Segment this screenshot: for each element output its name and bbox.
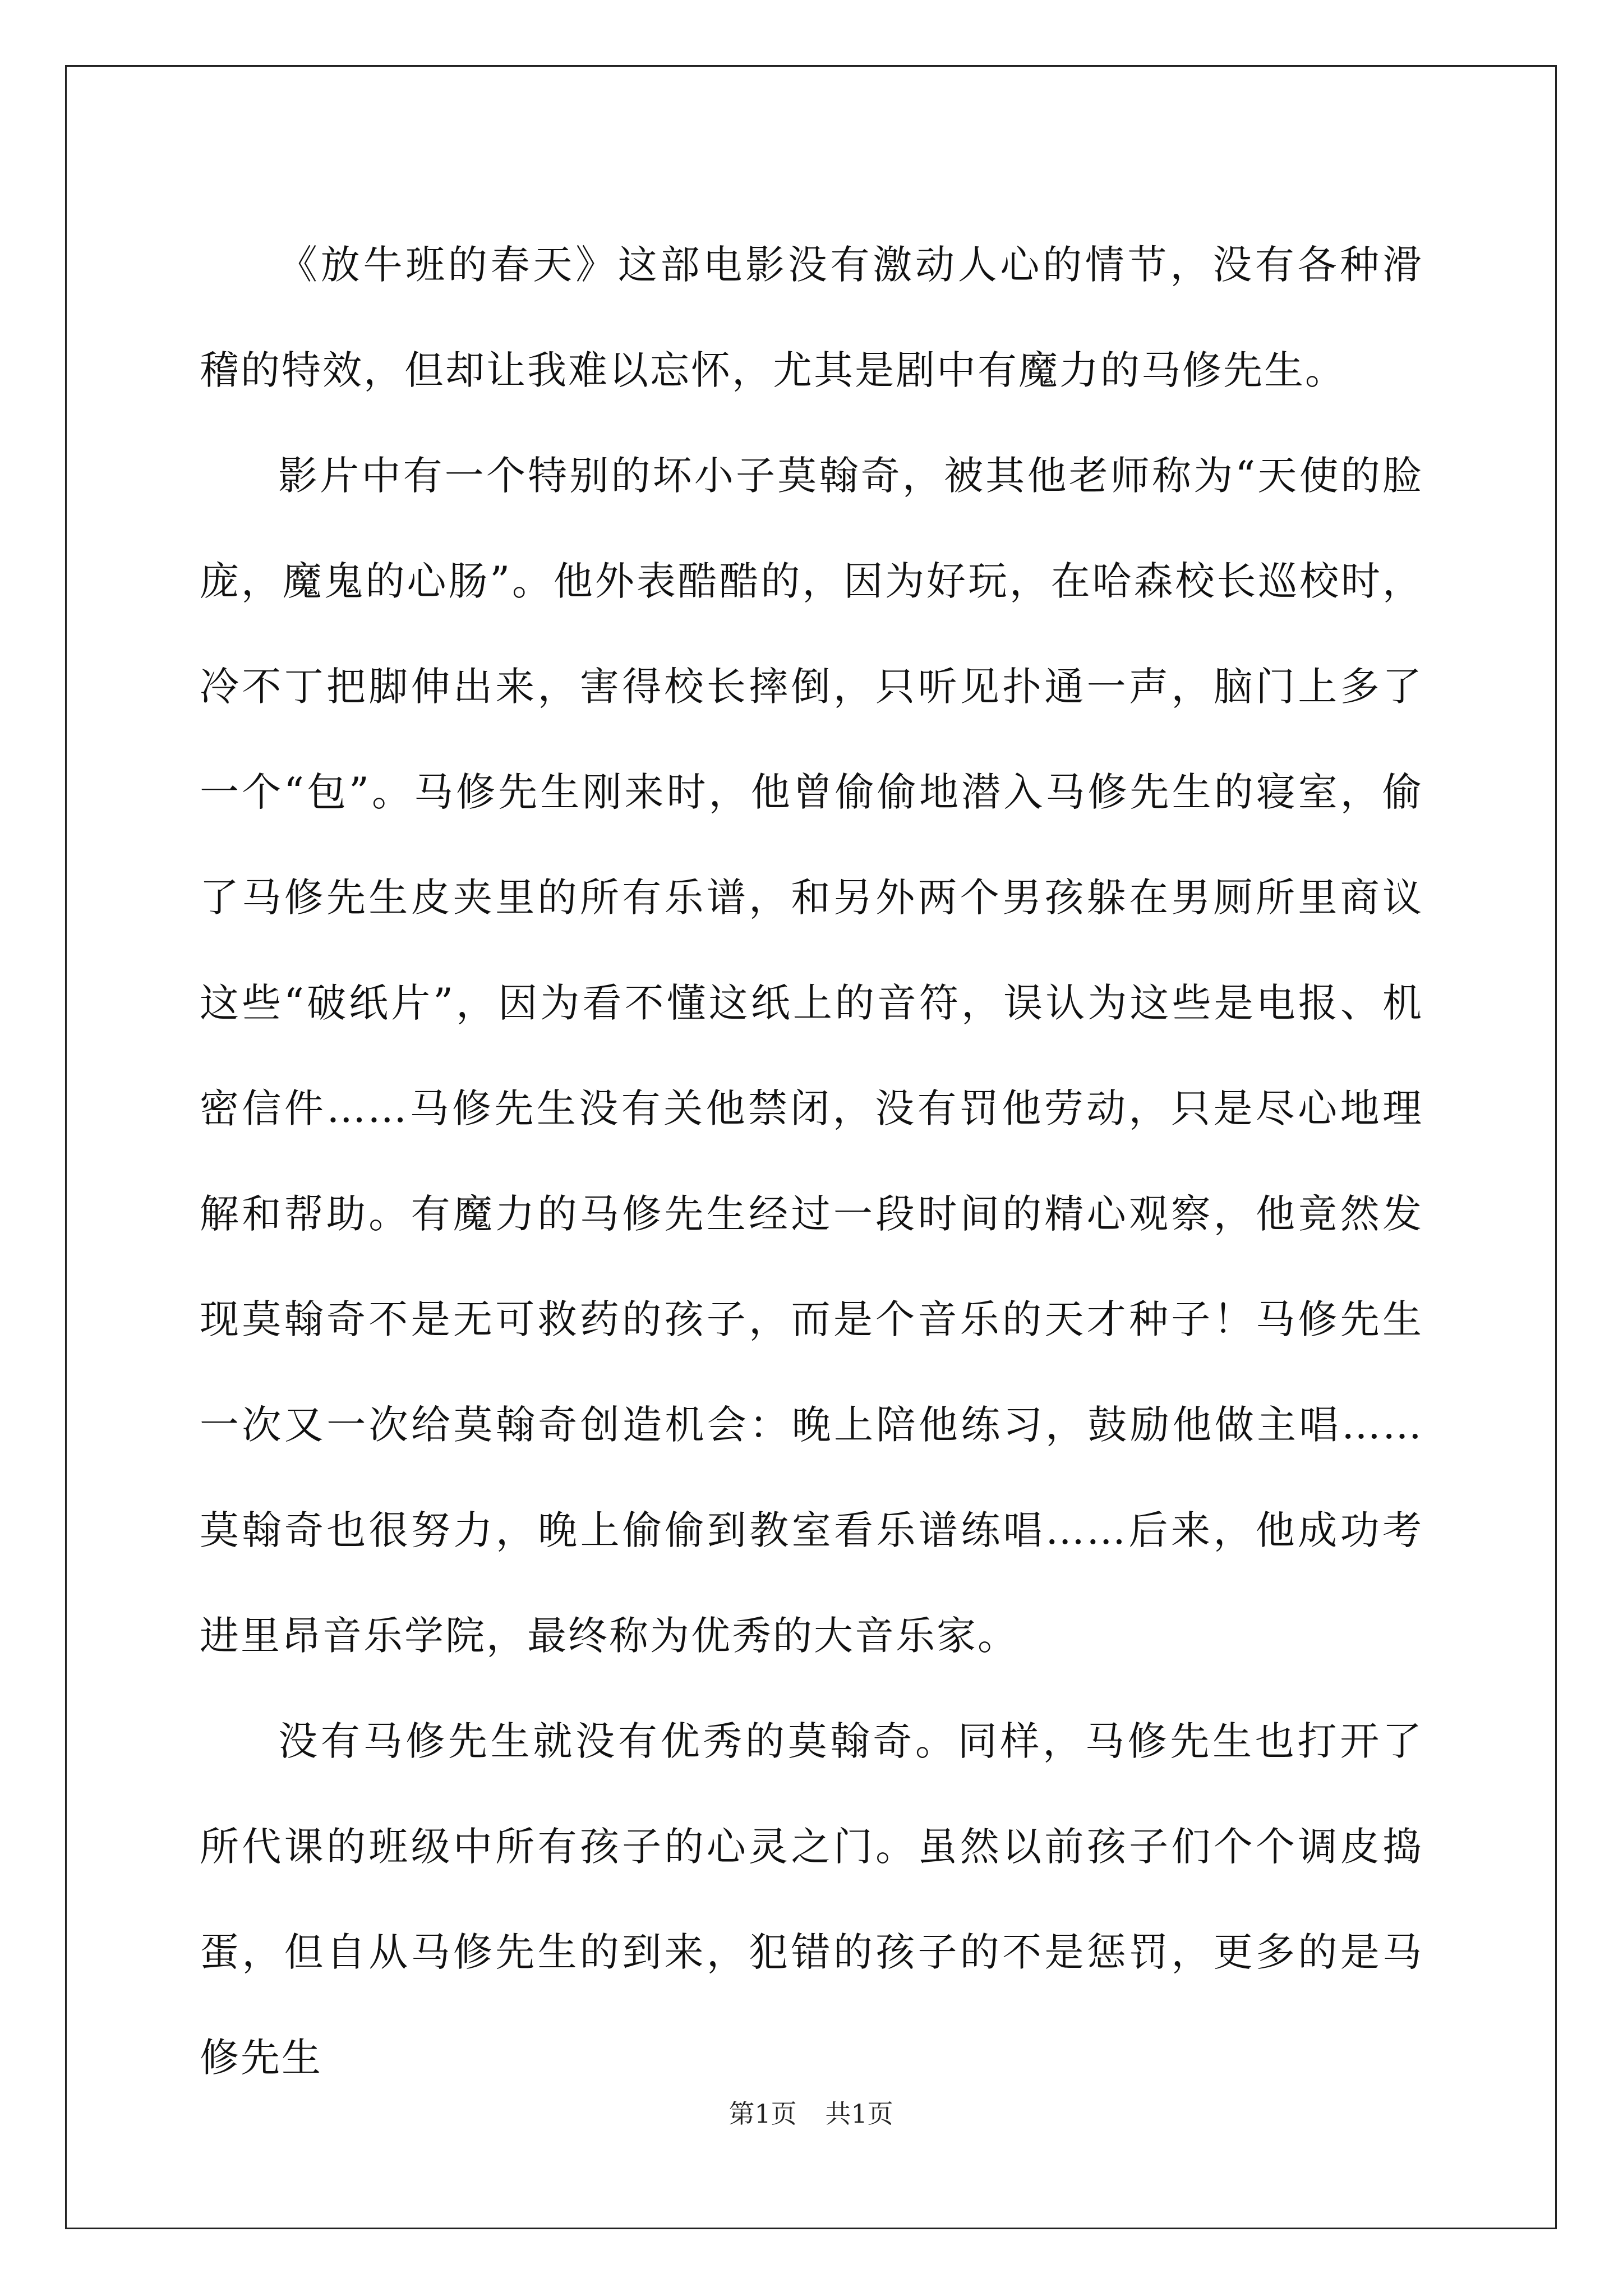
page-number: 第1页	[728, 2099, 797, 2129]
document-body	[200, 212, 1423, 2110]
paragraph-conclusion: 没有马修先生就没有优秀的莫翰奇。同样，马修先生也打开了所代课的班级中所有孩子的心灵之门。虽然以前孩子们个个调皮捣蛋，但自从马修先生的到来，犯错的孩子的不是惩罚，更多的是马修先生	[200, 1718, 1423, 2081]
page-footer	[65, 2097, 1557, 2131]
paragraph-intro: 《放牛班的春天》这部电影没有激动人心的情节，没有各种滑稽的特效，但却让我难以忘怀，尤其是剧中有魔力的马修先生。	[200, 242, 1423, 393]
paragraph-story: 影片中有一个特别的坏小子莫翰奇，被其他老师称为“天使的脸庞，魔鬼的心肠”。他外表酷酷的，因为好玩，在哈森校长巡校时，冷不丁把脚伸出来，害得校长摔倒，只听见扑通一声，脑门上多了一个“包”。马修先生刚来时，他曾偷偷地潜入马修先生的寝室，偷了马修先生皮夹里的所有乐谱，和另外两个男孩躲在男厕所里商议这些“破纸片”，因为看不懂这纸上的音符，误认为这些是电报、机密信件……马修先生没有关他禁闭，没有罚他劳动，只是尽心地理解和帮助。有魔力的马修先生经过一段时间的精心观察，他竟然发现莫翰奇不是无可救药的孩子，而是个音乐的天才种子！马修先生一次又一次给莫翰奇创造机会：晚上陪他练习，鼓励他做主唱……莫翰奇也很努力，晚上偷偷到教室看乐谱练唱……后来，他成功考进里昂音乐学院，最终称为优秀的大音乐家。	[200, 453, 1423, 1659]
page-total: 共1页	[825, 2099, 893, 2129]
